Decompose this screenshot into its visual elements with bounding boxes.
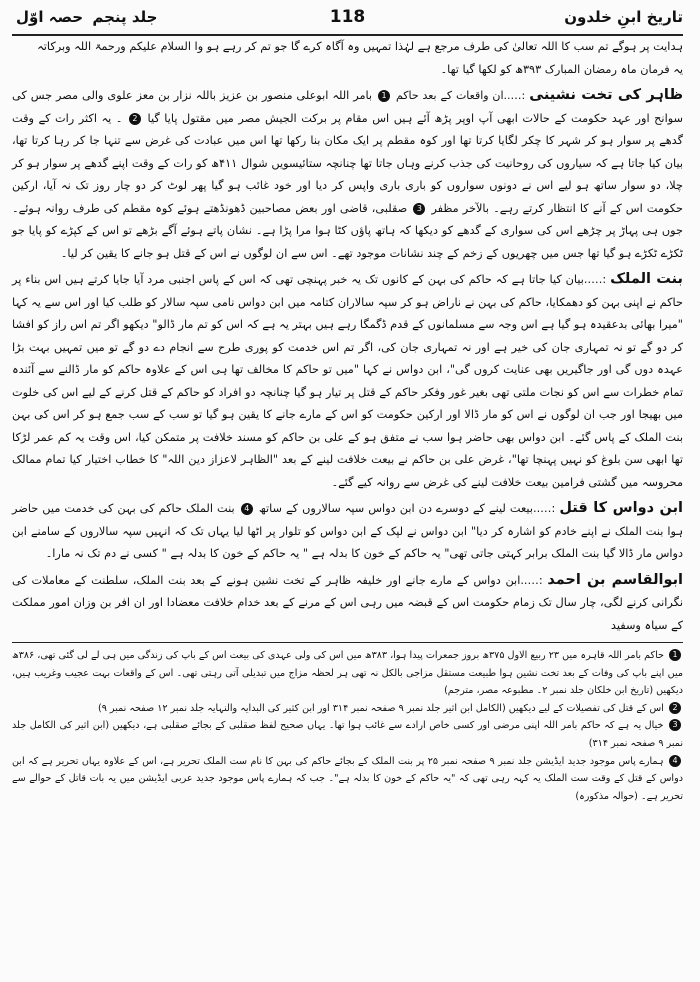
section-text: ۔ یہ اکثر رات کے وقت گدھے پر سوار ہو کر شہر کا چکر لگایا کرتا تھا اور کوہ مقطم پر ایک مکان بنا رکھا تھا اس میں عبادت کی غرض سے تنہا جا کر رہا کرتا تھا، بیان کیا جاتا ہے کہ سیاروں کی روحانیت کی جذب کرنے وہاں جاتا تھا چنانچہ ستائیسویں شوال ۴۱۱ھ کو رات کے وقت اپنے گدھے پر سوار ہو کر چلا، دو سوار ساتھ ہو لیے اس نے دونوں سواروں کو باری باری واپس کر دیا اور خود غائب ہو گیا پھر لوٹ کر دو چار روز تک نہ آیا، ارکین حکومت اس کے آنے کا انتظار کرتے رہے۔ بالآخر مظفر <box>12 111 683 215</box>
intro-line-1: ہدایت پر ہوگے تم سب کا اللہ تعالیٰ کی طرف مرجع ہے لہٰذا تمہیں وہ آگاہ کرے گا جو تم کر رہے ہو وا السلام علیکم ورحمۃ اللہ وبرکاتہ <box>37 40 683 53</box>
section-text: بنت الملک حاکم کی بہن کی خدمت میں حاضر ہوا بنت الملک نے اپنے خادم کو اشارہ کر دیا" ابن دواس نے لپک کے ابن دواس کو تلوار پر اٹھا لیا یہاں تک کہ انہیں سپہ سالاروں کے سامنے ابن دواس مار ڈالا گیا بنت الملک برابر کہتی جاتی تھی" یہ حاکم کے خون کا بدلہ ہے " یہ حاکم کے خون کا بدلہ ہے " کسی نے دم تک نہ مارا۔ <box>12 502 683 560</box>
footnote-text: ہمارے پاس موجود جدید ایڈیشن جلد نمبر ۹ صفحہ نمبر ۲۵ پر بنت الملک کے بجائے حاکم کی بہن کا نام ست الملک تحریر ہے، اس کے علاوہ یہاں تحریر ہے کہ ابن دواس کے قتل کے وقت ست الملک یہ کہہ رہی تھی کہ "یہ حاکم کے خون کا بدلہ ہے"۔ جب کہ ہمارے پاس موجود جدید عربی ایڈیشن میں یہ بات قاتل کے حوالے سے تحریر ہے۔ (حوالہ مذکورہ) <box>12 755 683 802</box>
section-text: صقلبی، قاضی اور بعض مصاحبین ڈھونڈھتے ہوئے کوہ مقطم کی طرف روانہ ہوئے۔ جوں ہی پہاڑ پر چڑھے اس کی سواری کے گدھے کو دیکھا کہ ہاتھ پاؤں کٹا ہوا مرا پڑا ہے۔ نشان پاتے ہوئے آگے بڑھے تو اس کے کپڑے کو پایا جو ٹکڑے ٹکڑے ہو گیا تھا جس میں چھریوں کے زخم کے چند نشانات موجود تھے۔ اس سے ان لوگوں نے اس کے قتل ہو جانے کا یقین کر لیا۔ <box>12 201 683 260</box>
footnote-marker[interactable]: 1 <box>378 90 390 102</box>
part-label: حصہ اوّل <box>16 8 84 26</box>
section-text: :…..بیان کیا جاتا ہے کہ حاکم کی بہن کے کانوں تک یہ خبر پہنچی تھی کہ اس کے پاس اجنبی مرد آیا جایا کرتے ہیں اس بناء پر حاکم نے اپنی بہن کو دھمکایا، حاکم کی بہن نے ناراض ہو کر سپہ سالاران کتامہ میں ابن دواس نامی سپہ سالار کو طلب کیا اور اس سے یہ کہا "میرا بھائی بدعقیدہ ہو گیا ہے اس وجہ سے مسلمانوں کے قدم ڈگمگا رہے ہیں بہتر یہ ہے کہ اس کو تم مار ڈالو" دیکھو اگر تم اس راز کو افشا کر دو گے تو نہ تمہاری جان کی خیر ہے اور نہ تمہاری جان کی، اگر تم اس خدمت کو پوری طرح سے انجام دے دو گے تو میں تمہیں بہت بڑا عہدہ دوں گی اور جاگیریں بھی عنایت کروں گی"، ابن دواس نے کہا "میں تو حاکم کا مخالف تھا ہی اس کے علاوہ حاکم کو مار ڈالنے سے آئندہ تمام خطرات سے اس کو نجات ملتی تھی بغیر غور وفکر حاکم کے قتل پر تیار ہو گیا چنانچہ دو افراد کو حاکم کے قتل کرنے کے لیے اس کی خلوت میں بھیجا اور جب ان لوگوں نے اس کو مار ڈالا اور ارکین حکومت کو اس کے مارے جانے کا یقین ہو گیا تو سب کے سب جمع ہو کر اس کی بہن بنت الملک کے پاس گئے۔ ابن دواس بھی حاضر ہوا سب نے متفق ہو کے علی بن حاکم کو مسند خلافت پر متمکن کیا، اس وقت یہ کم عمر لڑکا تھا ابھی سن بلوغ کو نہیں پہنچا تھا"، غرض علی بن حاکم نے بیعت خلافت لینے کے بعد "الظاہر لاعزاز دین اللہ" کا خطاب اختیار کیا تمام ممالک محروسہ میں گشتی فرامین بیعت خلافت لینے کی غرض سے روانہ کیے گئے۔ <box>12 273 683 489</box>
footnotes <box>12 647 683 805</box>
footnote-text: خیال یہ ہے کہ حاکم بامر اللہ اپنی مرضی اور کسی خاص ارادے سے غائب ہوا تھا۔ یہاں صحیح لفظ صقلبی کے بجائے صقلبی ہے، دیکھیں (ابن اثیر کی الکامل جلد نمبر ۹ صفحہ نمبر ۳۱۴) <box>12 720 683 749</box>
book-title: تاریخ ابنِ خلدون <box>564 8 683 26</box>
section-text: :…..بیعت لینے کے دوسرے دن ابن دواس سپہ سالاروں کے ساتھ <box>258 502 556 515</box>
section-ibn-dawwas <box>12 497 683 566</box>
footnote-marker[interactable]: 2 <box>129 113 141 125</box>
footnote-text: اس کے قتل کی تفصیلات کے لیے دیکھیں (الکامل ابن اثیر جلد نمبر ۹ صفحہ نمبر ۳۱۴ اور ابن کثیر کی البدایہ والنہایہ جلد نمبر ۱۲ صفحہ نمبر ۹) <box>97 702 664 714</box>
section-abul-qasim <box>12 569 683 638</box>
footnote-number: 2 <box>669 702 681 714</box>
section-heading: ابوالقاسم بن احمد <box>547 571 683 588</box>
footnote-number: 4 <box>669 755 681 767</box>
section-heading: ابن دواس کا قتل <box>559 500 684 516</box>
volume-label: جلد پنجم <box>92 8 158 26</box>
section-text: :…..ابن دواس کے مارے جانے اور خلیفہ ظاہر کے تخت نشین ہونے کے بعد بنت الملک، سلطنت کے معاملات کی نگرانی کرنے لگی، چار سال تک زمام حکومت اس کے قبضہ میں رہی اس کے مرنے کے بعد خدام خلافت معضادا اور ان افر بن وزان امور مملکت کے سیاہ وسفید <box>12 573 683 632</box>
section-bint-ul-mulk <box>12 268 683 494</box>
section-heading: ظاہر کی تخت نشینی <box>529 87 683 103</box>
section-text: :…..ان واقعات کے بعد حاکم <box>395 89 526 102</box>
page-number: 118 <box>329 7 366 27</box>
intro-paragraph <box>12 36 683 81</box>
section-heading: بنت الملک <box>610 271 684 287</box>
volume-info <box>12 8 157 26</box>
footnote-item <box>12 647 683 700</box>
footnote-number: 3 <box>669 719 681 731</box>
footnote-item <box>12 717 683 752</box>
footnote-marker[interactable]: 4 <box>241 503 253 515</box>
footnote-number: 1 <box>669 649 681 661</box>
footnote-item <box>12 700 683 718</box>
footnote-marker[interactable]: 3 <box>413 203 425 215</box>
section-zahir <box>12 84 683 265</box>
main-text <box>12 36 683 637</box>
footnote-text: حاکم بامر اللہ قاہرہ میں ۲۳ ربیع الاول ۳۷۵ھ بروز جمعرات پیدا ہوا، ۳۸۳ھ میں اس کی ولی عہدی کی بیعت اس کے باپ کی زندگی میں ہی لے لی گئی تھی، ۳۸۶ھ میں اپنے باپ کی وفات کے بعد تخت نشین ہوا طبیعت مستقل مزاجی بالکل نہ تھی ہر لحظہ مزاج میں تبدیلی آتی رہتی تھی۔ اس کے واقعات بہت عجیب وغریب ہیں، دیکھیں (تاریخ ابن خلکان جلد نمبر ۲۔ مطبوعہ مصر، مترجم) <box>12 650 683 697</box>
footnote-item <box>12 753 683 806</box>
footnote-divider <box>12 642 683 643</box>
section-text: بامر اللہ ابوعلی منصور بن عزیز باللہ نزار بن معز علوی والی مصر جس کی سوانح اور عہد حکومت کے حالات ابھی آپ اوپر پڑھ آئے ہیں اس مقام پر برکت الجیش مصر میں مقتول پایا گیا <box>12 89 684 125</box>
page-header <box>12 0 683 36</box>
intro-line-2: یہ فرمان ماہ رمضان المبارک ۳۹۳ھ کو لکھا گیا تھا۔ <box>440 62 683 76</box>
